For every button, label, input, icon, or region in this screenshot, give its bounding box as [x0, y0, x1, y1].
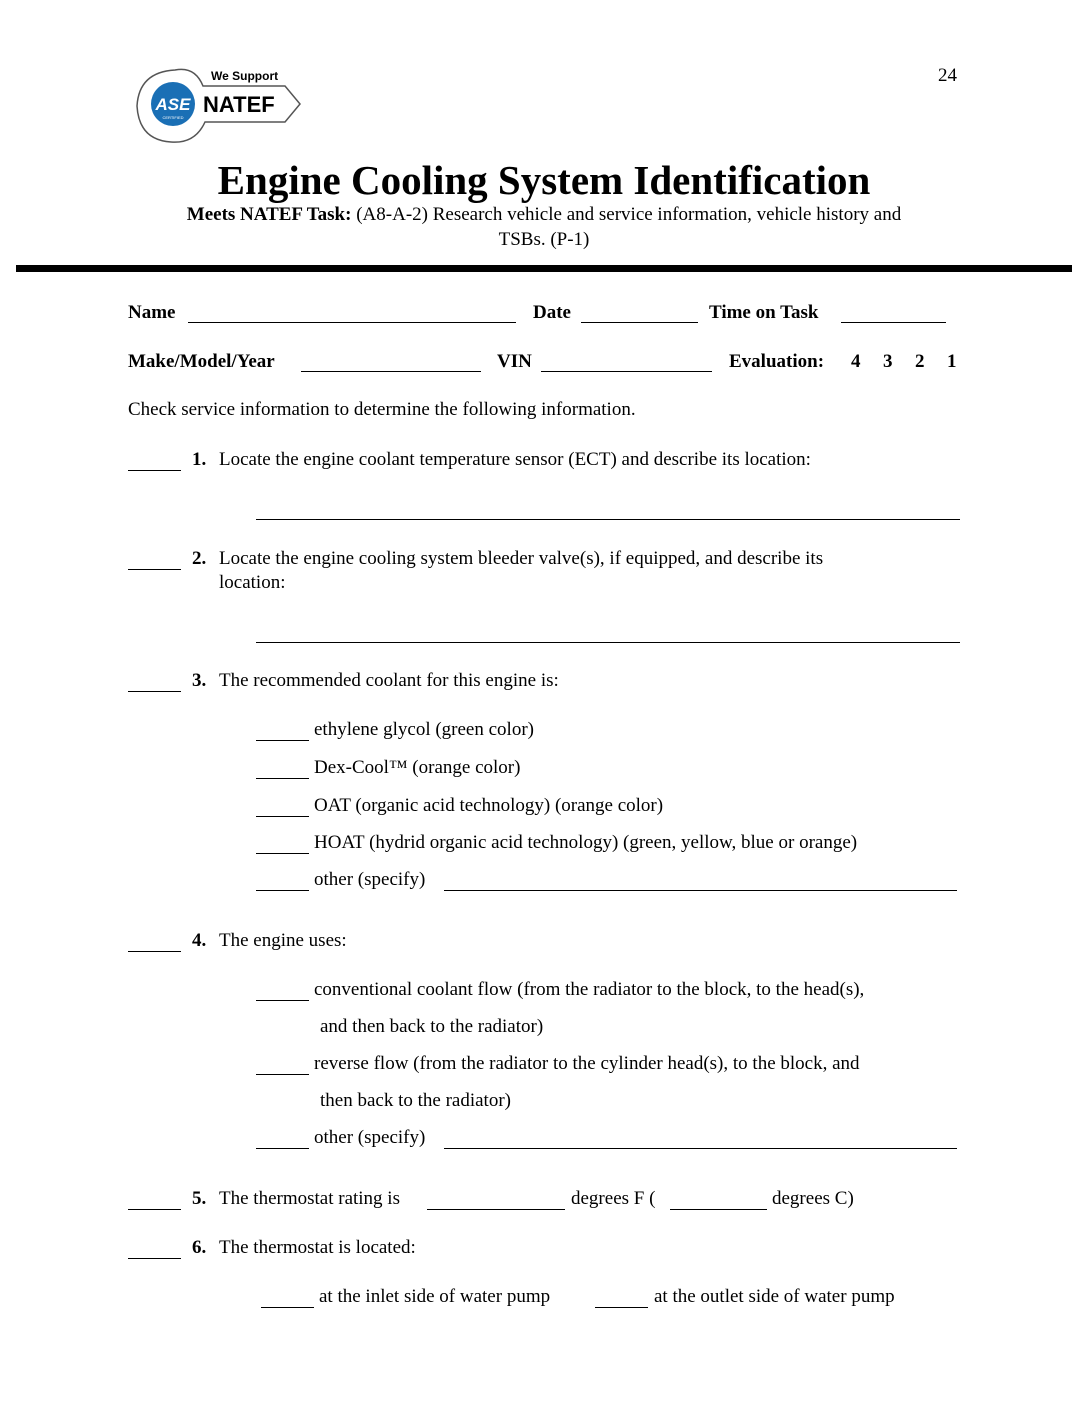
option-check[interactable] [261, 1307, 314, 1308]
task-line-2: TSBs. (P-1) [498, 229, 590, 250]
option-check[interactable] [256, 1074, 309, 1075]
task-text: (A8-A-2) Research vehicle and service information, vehicle history and [351, 204, 902, 225]
mmy-label: Make/Model/Year [128, 351, 275, 372]
item-4-number: 4. [192, 930, 207, 951]
item-6-text: The thermostat is located: [219, 1237, 416, 1258]
degrees-f-label: degrees F ( [571, 1188, 656, 1209]
option-check[interactable] [256, 816, 309, 817]
option-check[interactable] [256, 1000, 309, 1001]
item-1-check[interactable] [128, 470, 181, 471]
option-label: at the outlet side of water pump [654, 1286, 895, 1307]
other-specify-field[interactable] [444, 890, 957, 891]
item-2-number: 2. [192, 548, 207, 569]
degrees-f-field[interactable] [427, 1209, 565, 1210]
option-label: HOAT (hydrid organic acid technology) (green, yellow, blue or orange) [314, 832, 858, 853]
item-5-text: The thermostat rating is [219, 1188, 400, 1209]
item-2-text: Locate the engine cooling system bleeder valve(s), if equipped, and describe its [219, 548, 824, 569]
time-label: Time on Task [709, 302, 819, 323]
item-2-check[interactable] [128, 569, 181, 570]
time-field[interactable] [841, 322, 946, 323]
item-3-text: The recommended coolant for this engine is: [219, 670, 559, 691]
date-field[interactable] [581, 322, 698, 323]
page-number: 24 [938, 65, 957, 86]
instruction: Check service information to determine the following information. [128, 399, 636, 420]
option-label: OAT (organic acid technology) (orange color) [314, 795, 664, 816]
degrees-c-field[interactable] [670, 1209, 767, 1210]
option-label: at the inlet side of water pump [319, 1286, 551, 1307]
other-specify-field[interactable] [444, 1148, 957, 1149]
vin-label: VIN [497, 351, 532, 372]
evaluation-label: Evaluation: [729, 351, 825, 372]
item-6-check[interactable] [128, 1258, 181, 1259]
name-field[interactable] [188, 322, 516, 323]
item-1-answer[interactable] [256, 519, 960, 520]
svg-text:CERTIFIED: CERTIFIED [162, 115, 184, 120]
option-check[interactable] [256, 740, 309, 741]
item-3-check[interactable] [128, 691, 181, 692]
score-4[interactable]: 4 [851, 351, 861, 372]
option-label: ethylene glycol (green color) [314, 719, 534, 740]
option-check[interactable] [256, 890, 309, 891]
divider [16, 265, 1072, 272]
vin-field[interactable] [541, 371, 712, 372]
item-5-number: 5. [192, 1188, 207, 1209]
option-check[interactable] [256, 1148, 309, 1149]
task-label: Meets NATEF Task: [186, 204, 352, 225]
item-4-text: The engine uses: [219, 930, 347, 951]
score-2[interactable]: 2 [915, 351, 925, 372]
name-label: Name [128, 302, 176, 323]
option-label: other (specify) [314, 869, 426, 890]
svg-text:We Support: We Support [211, 69, 279, 83]
item-1-number: 1. [192, 449, 207, 470]
option-label: other (specify) [314, 1127, 426, 1148]
option-label-cont: and then back to the radiator) [320, 1016, 544, 1037]
score-1[interactable]: 1 [947, 351, 957, 372]
task-line-1 [0, 204, 1088, 226]
item-6-number: 6. [192, 1237, 207, 1258]
option-check[interactable] [256, 778, 309, 779]
item-2-answer[interactable] [256, 642, 960, 643]
score-3[interactable]: 3 [883, 351, 893, 372]
degrees-c-label: degrees C) [772, 1188, 854, 1209]
item-5-check[interactable] [128, 1209, 181, 1210]
option-label: conventional coolant flow (from the radiator to the block, to the head(s), [314, 979, 865, 1000]
mmy-field[interactable] [301, 371, 481, 372]
svg-text:ASE: ASE [155, 95, 191, 114]
item-1-text: Locate the engine coolant temperature sensor (ECT) and describe its location: [219, 449, 811, 470]
option-check[interactable] [595, 1307, 648, 1308]
svg-text:NATEF: NATEF [203, 92, 275, 117]
option-check[interactable] [256, 853, 309, 854]
date-label: Date [533, 302, 571, 323]
option-label-cont: then back to the radiator) [320, 1090, 511, 1111]
ase-natef-logo [135, 64, 303, 146]
option-label: Dex-Cool™ (orange color) [314, 757, 521, 778]
option-label: reverse flow (from the radiator to the cylinder head(s), to the block, and [314, 1053, 860, 1074]
item-3-number: 3. [192, 670, 207, 691]
item-4-check[interactable] [128, 951, 181, 952]
page-title: Engine Cooling System Identification [217, 157, 871, 203]
item-2-text-cont: location: [219, 572, 286, 593]
